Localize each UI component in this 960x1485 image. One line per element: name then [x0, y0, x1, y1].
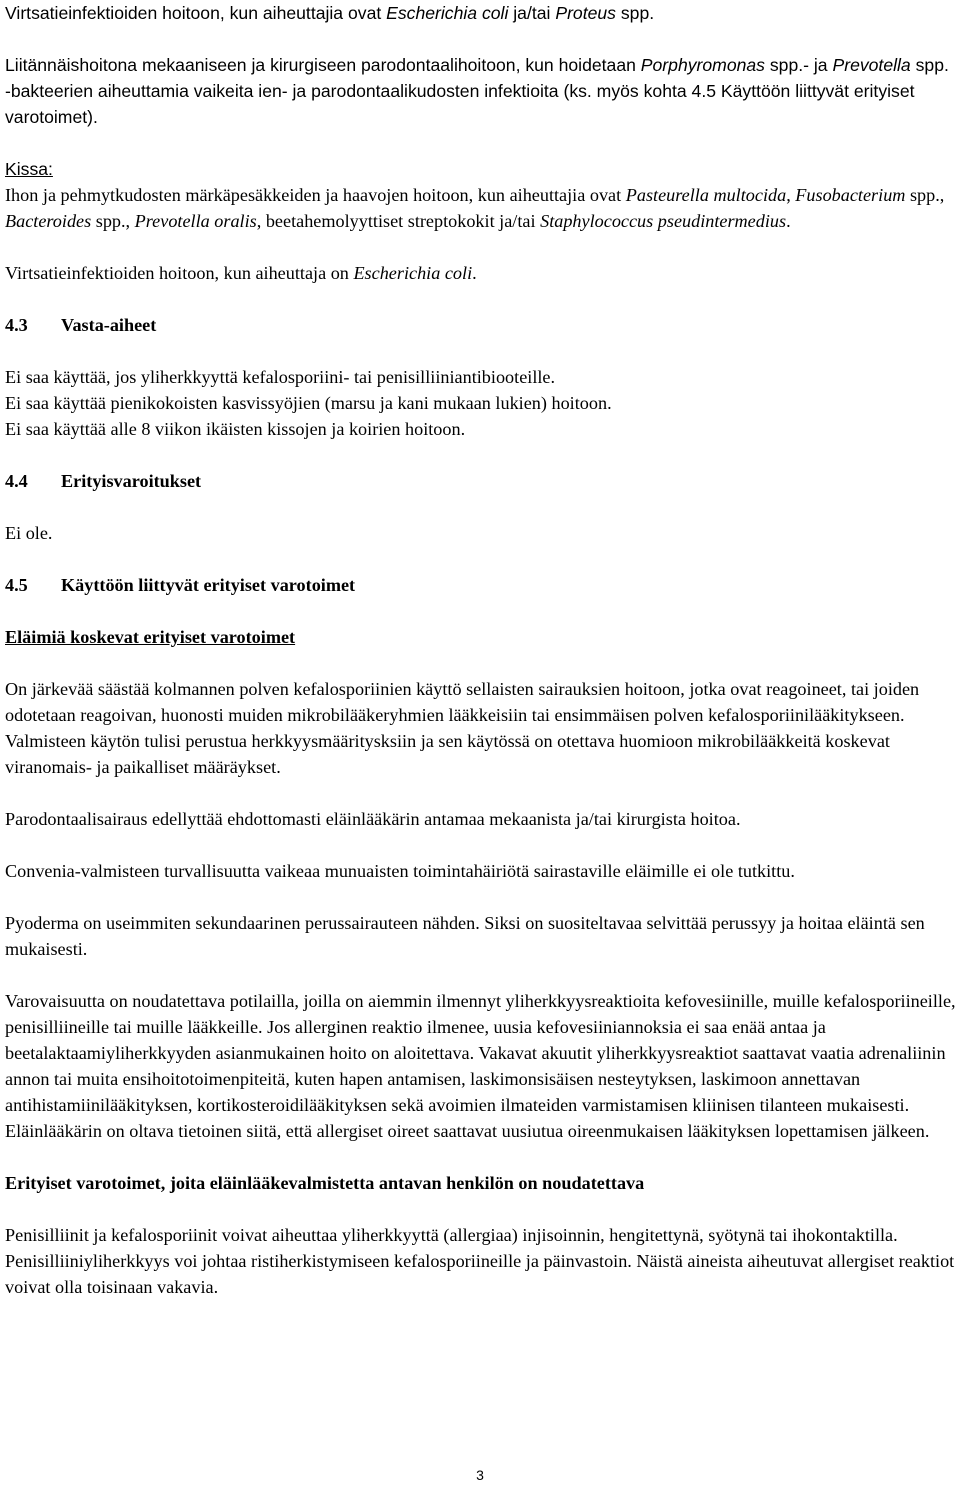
- species-name: Proteus: [555, 3, 616, 23]
- text-run: Liitännäishoitona mekaaniseen ja kirurgiseen parodontaalihoitoon, kun hoidetaan: [5, 55, 641, 75]
- contraindication-line: Ei saa käyttää pienikokoisten kasvissyöjien (marsu ja kani mukaan lukien) hoitoon.: [5, 393, 612, 413]
- text-run: Ihon ja pehmytkudosten märkäpesäkkeiden ja haavojen hoitoon, kun aiheuttajia ovat: [5, 185, 626, 205]
- contraindications-list: [5, 364, 957, 442]
- text-run: ja/tai: [508, 3, 556, 23]
- section-heading-4-5: [5, 572, 957, 598]
- subheading-animal-precautions: Eläimiä koskevat erityiset varotoimet: [5, 627, 296, 647]
- species-name: Bacteroides: [5, 211, 92, 231]
- precaution-paragraph: Parodontaalisairaus edellyttää ehdottomasti eläinlääkärin antamaa mekaanista ja/tai kirurgista hoitoa.: [5, 809, 741, 829]
- document-page: [5, 0, 957, 1326]
- indication-skin-cat: [5, 182, 957, 234]
- text-run: .: [786, 211, 791, 231]
- precaution-paragraph: Pyoderma on useimmiten sekundaarinen perussairauteen nähden. Siksi on suositeltavaa selvittää perussyy ja hoitaa eläintä sen mukaisesti.: [5, 913, 925, 959]
- text-run: , beetahemolyyttiset streptokokit ja/tai: [256, 211, 541, 231]
- text-run: spp.,: [91, 211, 135, 231]
- text-run: Virtsatieinfektioiden hoitoon, kun aiheuttaja on: [5, 263, 354, 283]
- section-heading-4-4: [5, 468, 957, 494]
- section-number: 4.5: [5, 575, 28, 595]
- precaution-paragraph: Convenia-valmisteen turvallisuutta vaikeaa munuaisten toimintahäiriötä sairastaville eläimille ei ole tutkittu.: [5, 861, 795, 881]
- indication-periodontal: [5, 52, 957, 130]
- text-run: spp. -bakteerien aiheuttamia vaikeita ien- ja parodontaalikudosten infektioita (ks. myös kohta 4.5 Käyttöön liittyvät erityiset varotoimet).: [5, 55, 949, 127]
- subheading-user-precautions: Erityiset varotoimet, joita eläinlääkevalmistetta antavan henkilön on noudatettava: [5, 1173, 645, 1193]
- text-run: ,: [786, 185, 796, 205]
- species-name: Staphylococcus pseudintermedius: [540, 211, 787, 231]
- species-name: Prevotella: [832, 55, 911, 75]
- section-number: 4.4: [5, 471, 28, 491]
- section-title: Vasta-aiheet: [61, 315, 157, 335]
- species-name: Fusobacterium: [795, 185, 906, 205]
- precaution-paragraph: Varovaisuutta on noudatettava potilailla, joilla on aiemmin ilmennyt yliherkkyysreaktioita kefovesiinille, muille kefalosporiineille, penisilliineille tai muille lääkkeille. Jos allerginen reaktio ilmenee, uusia kefovesiiniannoksia ei saa enää antaa ja beetalaktaamiyliherkkyyden asianmukainen hoito on aloitettava. Vakavat akuutit yliherkkyysreaktiot saattavat vaatia adrenaliinin annon tai muita ensihoitotoimenpiteitä, kuten hapen antamisen, laskimonsisäisen nesteytyksen, laskimoon annettavan antihistamiinilääkityksen, kortikosteroidilääkityksen sekä avoimien ilmateiden varmistamisen kliinisen tilanteen mukaisesti. Eläinlääkärin on oltava tietoinen siitä, että allergiset oireet saattavat uusiutua oireenmukaisen lääkityksen lopettamisen jälkeen.: [5, 991, 956, 1141]
- precaution-paragraph: On järkevää säästää kolmannen polven kefalosporiinien käyttö sellaisten sairauksien hoitoon, jotka ovat reagoineet, tai joiden odotetaan reagoivan, huonosti muiden mikrobilääkeryhmien lääkkeisiin tai ensimmäisen polven kefalosporiinilääkitykseen. Valmisteen käytön tulisi perustua herkkyysmääritysksiin ja sen käytössä on otettava huomioon mikrobilääkkeitä koskevat viranomais- ja paikalliset määräykset.: [5, 679, 920, 777]
- species-name: Escherichia coli: [353, 263, 473, 283]
- contraindication-line: Ei saa käyttää, jos yliherkkyyttä kefalosporiini- tai penisilliiniantibiooteille.: [5, 367, 556, 387]
- species-name: Prevotella oralis: [134, 211, 257, 231]
- species-name: Escherichia coli: [386, 3, 509, 23]
- text-run: spp.- ja: [764, 55, 833, 75]
- species-name: Porphyromonas: [640, 55, 765, 75]
- page-number: 3: [476, 1467, 484, 1483]
- indication-urinary-dog: [5, 0, 957, 26]
- contraindication-line: Ei saa käyttää alle 8 viikon ikäisten kissojen ja koirien hoitoon.: [5, 419, 466, 439]
- section-title: Käyttöön liittyvät erityiset varotoimet: [61, 575, 356, 595]
- user-precaution-paragraph: Penisilliinit ja kefalosporiinit voivat aiheuttaa yliherkkyyttä (allergiaa) injisoinnin, hengitettynä, syötynä tai ihokontaktilla. Penisilliiniyliherkkyys voi johtaa ristiherkistymiseen kefalosporiineille ja päinvastoin. Näistä aineista aiheutuvat allergiset reaktiot voivat olla toisinaan vakavia.: [5, 1225, 955, 1297]
- species-label-cat: Kissa:: [5, 159, 53, 179]
- special-warnings-text: Ei ole.: [5, 523, 53, 543]
- indication-urinary-cat: [5, 260, 957, 286]
- text-run: .: [472, 263, 477, 283]
- text-run: spp.,: [905, 185, 945, 205]
- species-name: Pasteurella multocida: [625, 185, 787, 205]
- section-heading-4-3: [5, 312, 957, 338]
- text-run: spp.: [615, 3, 655, 23]
- section-title: Erityisvaroitukset: [61, 471, 202, 491]
- text-run: Virtsatieinfektioiden hoitoon, kun aiheuttajia ovat: [5, 3, 387, 23]
- section-number: 4.3: [5, 315, 28, 335]
